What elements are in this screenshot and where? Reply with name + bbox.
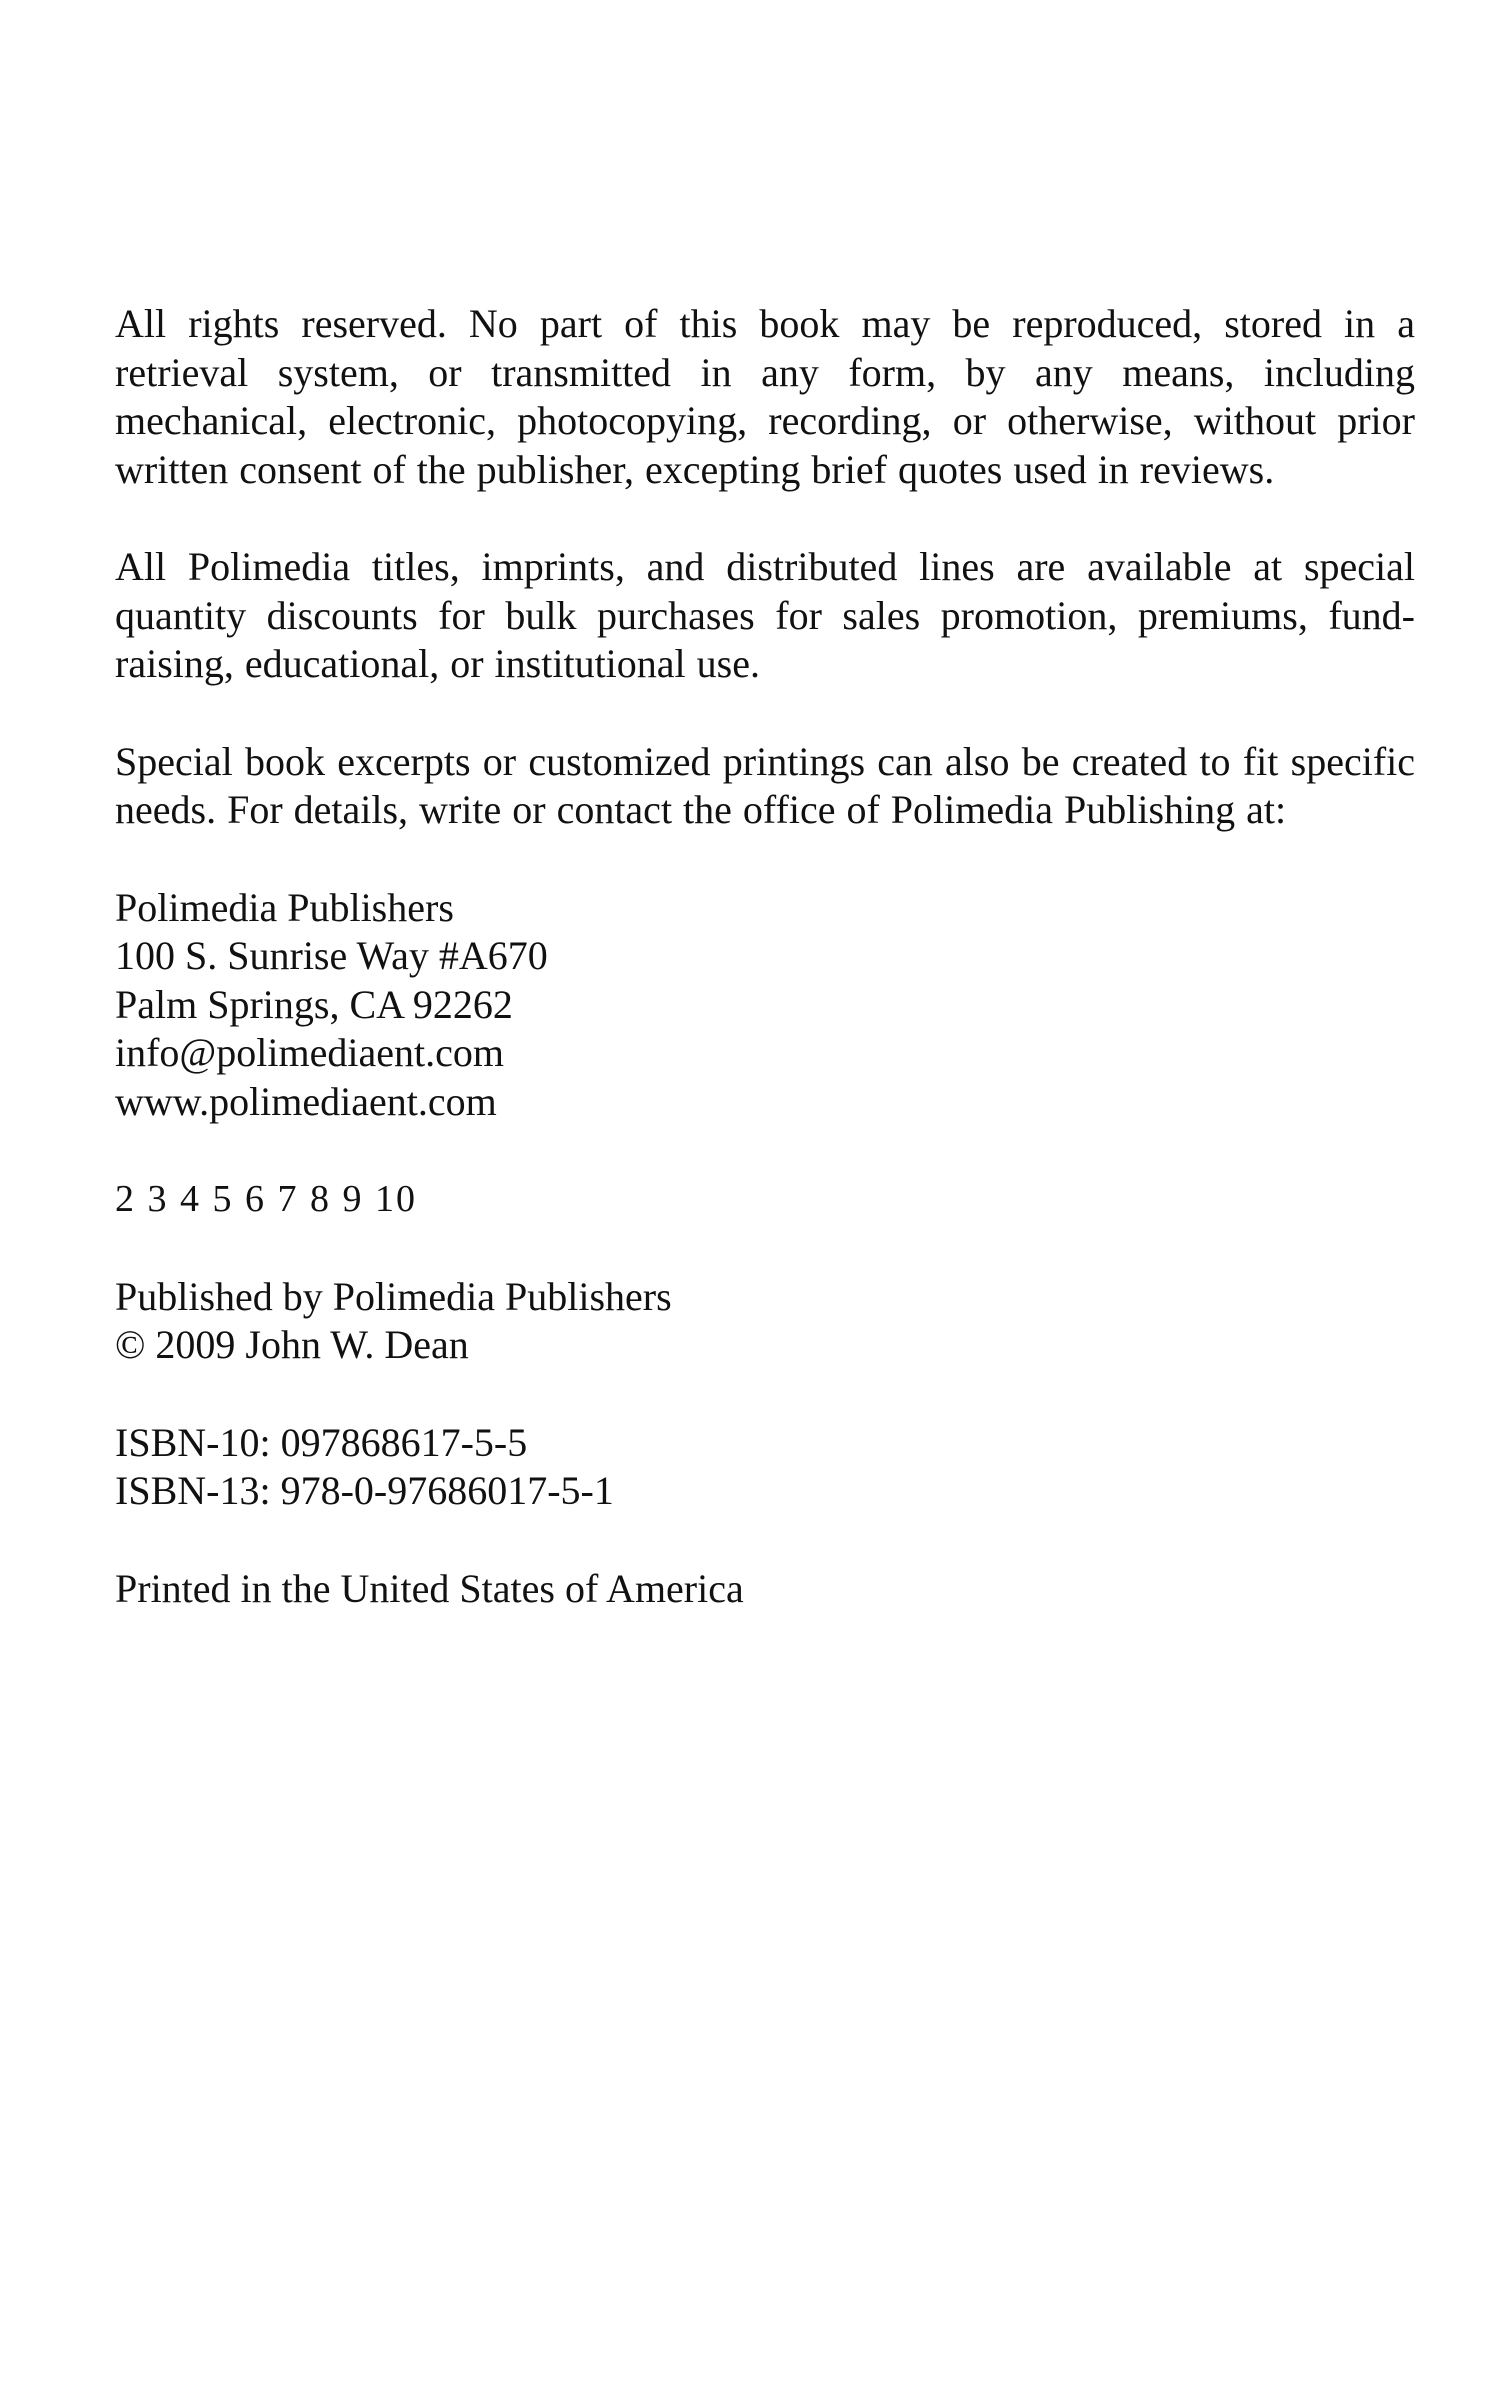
publisher-city: Palm Springs, CA 92262 bbox=[115, 981, 513, 1027]
printing-number-line: 2 3 4 5 6 7 8 9 10 bbox=[115, 1178, 417, 1220]
publisher-name: Polimedia Publishers bbox=[115, 884, 454, 930]
isbn-10: ISBN-10: 097868617-5-5 bbox=[115, 1419, 528, 1465]
publisher-address bbox=[115, 884, 1415, 1127]
copyright-page bbox=[115, 300, 1415, 1613]
rights-paragraph: All rights reserved. No part of this book may be reproduced, stored in a retrieval system, or transmitted in any form, by any means, including mechanical, electronic, photocopying, recording, or otherwise, without prior written consent of the publisher, excepting brief quotes used in reviews. bbox=[115, 301, 1415, 492]
printed-in: Printed in the United States of America bbox=[115, 1565, 744, 1611]
copyright-notice: © 2009 John W. Dean bbox=[115, 1322, 469, 1367]
published-by: Published by Polimedia Publishers bbox=[115, 1273, 672, 1319]
publication-info bbox=[115, 1273, 1415, 1370]
discount-paragraph: All Polimedia titles, imprints, and distributed lines are available at special quantity discounts for bulk purchases for sales promotion, premiums, fund-raising, educational, or institutional use. bbox=[115, 544, 1415, 686]
publisher-street: 100 S. Sunrise Way #A670 bbox=[115, 933, 548, 978]
isbn-13: ISBN-13: 978-0-97686017-5-1 bbox=[115, 1468, 614, 1513]
isbn-info bbox=[115, 1419, 1415, 1516]
publisher-email: info@polimediaent.com bbox=[115, 1030, 504, 1075]
publisher-website: www.polimediaent.com bbox=[115, 1078, 497, 1124]
excerpts-paragraph: Special book excerpts or customized printings can also be created to fit specific needs. For details, write or contact the office of Polimedia Publishing at: bbox=[115, 738, 1415, 832]
